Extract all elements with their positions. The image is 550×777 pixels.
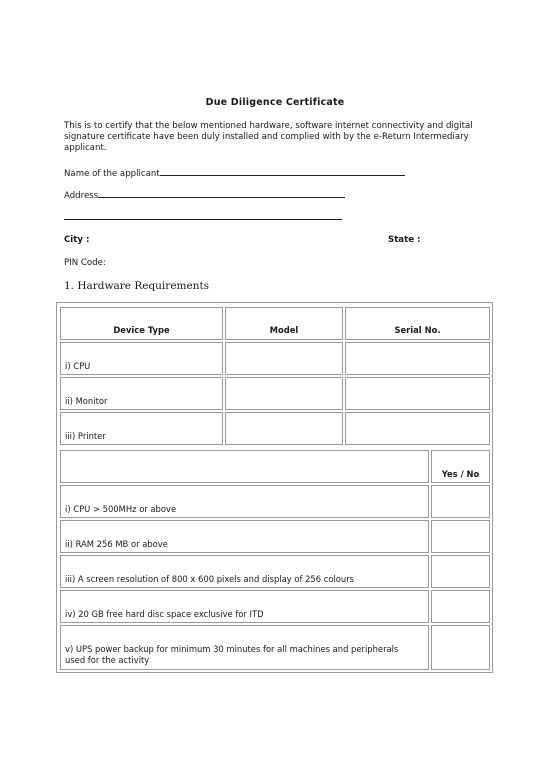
address-field xyxy=(64,188,345,201)
requirement-text: ii) RAM 256 MB or above xyxy=(65,539,168,549)
table-row xyxy=(60,625,429,670)
device-type-cell: ii) Monitor xyxy=(65,396,108,406)
header-serial-no: Serial No. xyxy=(345,307,490,340)
applicant-name-field xyxy=(64,166,405,179)
state-label: State : xyxy=(388,235,421,245)
table-row xyxy=(60,590,429,623)
table-row xyxy=(60,485,429,518)
table-row xyxy=(60,412,223,445)
device-type-cell: iii) Printer xyxy=(65,431,106,441)
serial-cell[interactable] xyxy=(345,412,490,445)
requirement-text: i) CPU > 500MHz or above xyxy=(65,504,177,514)
header-device-type: Device Type xyxy=(60,307,223,340)
address-label: Address xyxy=(64,191,99,201)
yes-no-cell[interactable] xyxy=(431,555,490,588)
header-model: Model xyxy=(225,307,343,340)
device-type-cell: i) CPU xyxy=(65,361,91,371)
model-cell[interactable] xyxy=(225,412,343,445)
table-row xyxy=(60,520,429,553)
serial-cell[interactable] xyxy=(345,342,490,375)
applicant-name-line[interactable] xyxy=(160,166,405,176)
table-row xyxy=(60,342,223,375)
requirement-text: iv) 20 GB free hard disc space exclusive for ITD xyxy=(65,609,264,619)
serial-cell[interactable] xyxy=(345,377,490,410)
yes-no-cell[interactable] xyxy=(431,485,490,518)
address-line-1[interactable] xyxy=(98,188,345,198)
header-yes-no: Yes / No xyxy=(431,450,490,483)
requirement-text: v) UPS power backup for minimum 30 minutes for all machines and peripherals used for the activity xyxy=(65,644,399,665)
requirements-header-blank xyxy=(60,450,429,483)
pin-code-label: PIN Code: xyxy=(64,258,106,268)
yes-no-cell[interactable] xyxy=(431,590,490,623)
yes-no-cell[interactable] xyxy=(431,625,490,670)
intro-paragraph: This is to certify that the below mentioned hardware, software internet connectivity and digital signature certificate have been duly installed and complied with by the e-Return Intermediary applicant. xyxy=(64,121,473,154)
table-row xyxy=(60,555,429,588)
applicant-name-label: Name of the applicant xyxy=(64,169,160,179)
city-label: City : xyxy=(64,235,90,245)
section-heading-hardware: 1. Hardware Requirements xyxy=(64,280,210,292)
model-cell[interactable] xyxy=(225,342,343,375)
address-line-2[interactable] xyxy=(64,219,342,220)
page-title: Due Diligence Certificate xyxy=(205,97,345,108)
requirement-text: iii) A screen resolution of 800 x 600 pixels and display of 256 colours xyxy=(65,574,355,584)
model-cell[interactable] xyxy=(225,377,343,410)
yes-no-cell[interactable] xyxy=(431,520,490,553)
table-row xyxy=(60,377,223,410)
